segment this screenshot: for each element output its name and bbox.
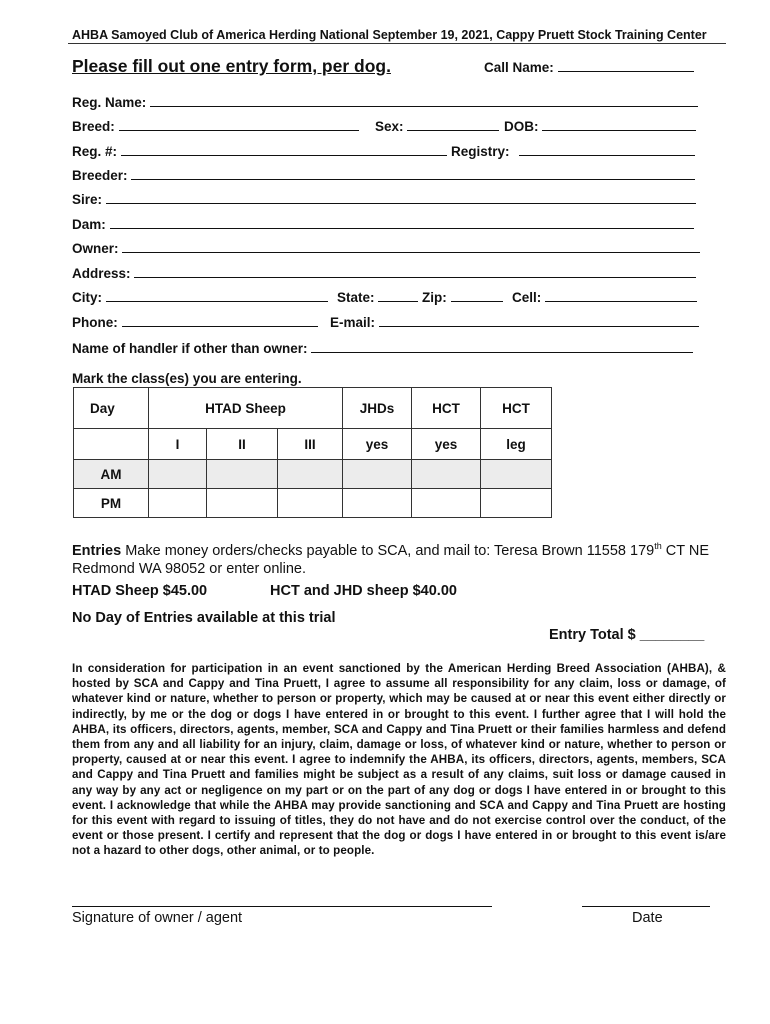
date-label: Date [632,910,663,926]
breeder-field[interactable] [72,166,695,183]
release-agreement: In consideration for participation in an event sanctioned by the American Herding Breed Association (AHBA), & hosted by SCA and Cappy and Tina Pruett, I agree to assume all responsibility for any claim, loss or damage, of whatever kind or nature, whether to person or property, which may be caused at or near this event either directly or indirectly, by me or the dog or dogs I have entered in or brought to this event. I further agree that I will hold the AHBA, its officers, directors, agents, member, SCA and Cappy and Tina Pruett or their families harmless and defend them from any and all liability for an injury, claim, damage or loss, of whatever kind or nature, whether to person or property, caused at or near this event. I agree to indemnify the AHBA, its officers, directors, agents, members, SCA and Cappy and Tina Pruett and families might be subject as a result of any claims, suit loss or damage caused in any way by any act or negligence on my part or on the part of any dog or dogs I have entered in or brought to this event. I acknowledge that while the AHBA may provide sanctioning and SCA and Cappy and Tina Pruett are hosting for this event with regard to issuing of titles, they do not have and do not exercise control over the conduct, of the event or those present. I certify and represent that the dog or dogs I have entered in or brought to this event is/are not a hazard to other dogs, other animal, or to people. [72,662,726,858]
breeder-label: Breeder: [72,168,128,183]
sire-label: Sire: [72,192,103,207]
event-header: AHBA Samoyed Club of America Herding National September 19, 2021, Cappy Pruett Stock Training Center [72,28,707,42]
registry-label: Registry: [451,144,510,159]
handler-field[interactable] [72,339,693,356]
sire-field[interactable] [72,190,696,207]
registry-line [519,142,695,156]
no-day-of-entries: No Day of Entries available at this trial [72,610,336,626]
row-am-label: AM [74,460,149,489]
date-line[interactable] [582,906,710,907]
row-pm-label: PM [74,489,149,518]
call-name-line [558,58,694,72]
handler-line [311,339,693,353]
reg-number-label: Reg. #: [72,144,118,159]
breed-label: Breed: [72,119,115,134]
subheader-hct-leg: leg [481,429,552,460]
breed-line [119,117,359,131]
header-day: Day [74,388,149,429]
signature-line[interactable] [72,906,492,907]
address-line [134,264,696,278]
entry-total[interactable]: Entry Total $ ________ [549,627,705,643]
call-name-field[interactable] [484,58,694,75]
sire-line [106,190,696,204]
cell-line [545,288,697,302]
breeder-line [131,166,695,180]
email-field[interactable] [330,313,699,330]
subheader-htad-iii: III [278,429,343,460]
reg-number-line [121,142,447,156]
cell-label: Cell: [512,290,542,305]
state-field[interactable] [337,288,418,305]
dob-line [542,117,696,131]
subheader-htad-i: I [149,429,207,460]
reg-number-field[interactable] [72,142,447,159]
pm-hct-yes-cell[interactable] [412,489,481,518]
email-label: E-mail: [330,315,376,330]
header-divider [68,43,726,44]
entries-text-2: CT NE Redmond WA 98052 or enter online. [72,542,710,577]
email-line [379,313,699,327]
breed-field[interactable] [72,117,359,134]
pm-hct-leg-cell[interactable] [481,489,552,518]
sex-line [407,117,499,131]
city-line [106,288,328,302]
zip-field[interactable] [422,288,503,305]
am-htad-i-cell[interactable] [149,460,207,489]
reg-name-label: Reg. Name: [72,95,147,110]
header-htad-sheep: HTAD Sheep [149,388,343,429]
pm-htad-ii-cell[interactable] [207,489,278,518]
reg-name-line [150,93,698,107]
handler-label: Name of handler if other than owner: [72,341,308,356]
sex-label: Sex: [375,119,404,134]
address-label: Address: [72,266,131,281]
subheader-hct-yes: yes [412,429,481,460]
registry-field[interactable] [451,142,695,159]
owner-label: Owner: [72,241,119,256]
pm-htad-i-cell[interactable] [149,489,207,518]
reg-name-field[interactable] [72,93,698,110]
header-hct-2: HCT [481,388,552,429]
call-name-label: Call Name: [484,60,554,75]
address-field[interactable] [72,264,696,281]
am-hct-yes-cell[interactable] [412,460,481,489]
form-title: Please fill out one entry form, per dog. [72,56,391,76]
subheader-htad-ii: II [207,429,278,460]
owner-field[interactable] [72,239,700,256]
entries-label: Entries [72,542,122,559]
dam-label: Dam: [72,217,106,232]
pm-htad-iii-cell[interactable] [278,489,343,518]
am-htad-ii-cell[interactable] [207,460,278,489]
phone-line [122,313,318,327]
subheader-blank [74,429,149,460]
city-label: City: [72,290,102,305]
dam-field[interactable] [72,215,694,232]
state-line [378,288,418,302]
zip-line [451,288,503,302]
sex-field[interactable] [375,117,499,134]
am-hct-leg-cell[interactable] [481,460,552,489]
owner-line [122,239,700,253]
dob-label: DOB: [504,119,539,134]
entries-text-1: Make money orders/checks payable to SCA, and mail to: Teresa Brown 11558 179 [125,542,655,559]
entries-paragraph [72,537,732,578]
dam-line [110,215,694,229]
phone-field[interactable] [72,313,318,330]
state-label: State: [337,290,375,305]
cell-field[interactable] [512,288,697,305]
zip-label: Zip: [422,290,447,305]
class-instruction: Mark the class(es) you are entering. [72,371,302,386]
price-htad: HTAD Sheep $45.00 [72,583,208,599]
header-jhds: JHDs [343,388,412,429]
price-hct-jhd: HCT and JHD sheep $40.00 [270,583,457,599]
class-table [73,387,552,518]
entries-sup: th [654,541,662,551]
header-hct-1: HCT [412,388,481,429]
am-jhds-cell[interactable] [343,460,412,489]
phone-label: Phone: [72,315,118,330]
dob-field[interactable] [504,117,696,134]
pm-jhds-cell[interactable] [343,489,412,518]
signature-label: Signature of owner / agent [72,910,243,926]
am-htad-iii-cell[interactable] [278,460,343,489]
city-field[interactable] [72,288,328,305]
subheader-jhds-yes: yes [343,429,412,460]
